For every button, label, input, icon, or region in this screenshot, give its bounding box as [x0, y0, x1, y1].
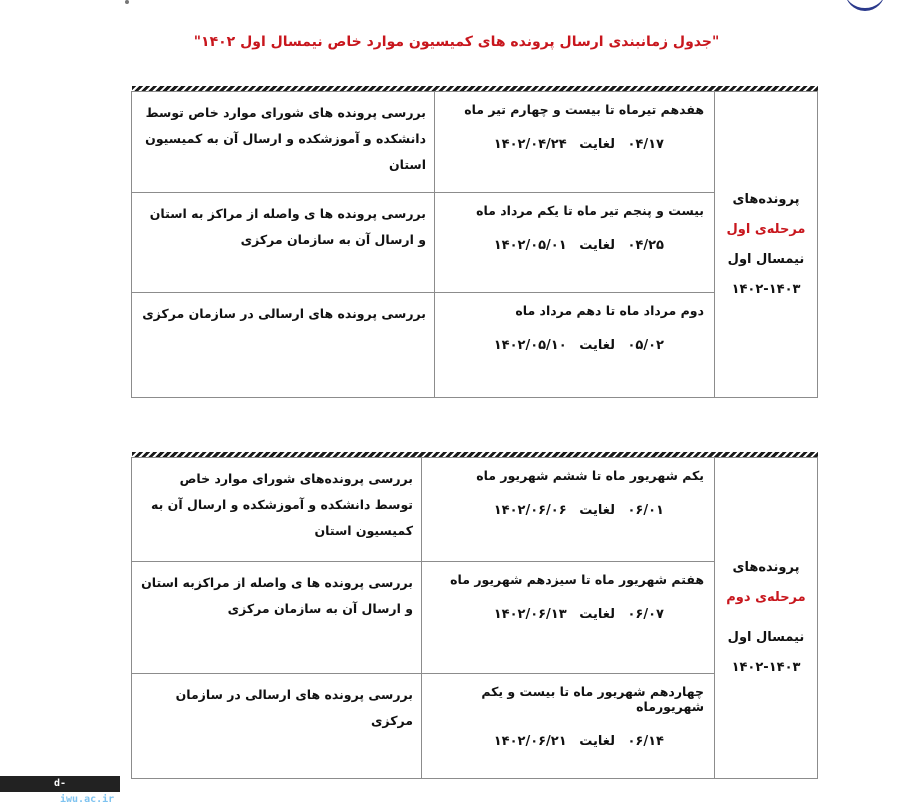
phase-label-line: پرونده‌های [732, 560, 800, 575]
period-text: هفتم شهریور ماه تا سیزدهم شهریور ماه [450, 572, 704, 587]
description-cell: بررسی پرونده ها ی واصله از مراکز به استان و ارسال آن به سازمان مرکزی [132, 193, 435, 293]
description-cell: بررسی پرونده ها ی واصله از مراکزبه استان و ارسال آن به سازمان مرکزی [132, 562, 422, 674]
date-to: ۱۴۰۲/۰۴/۲۴ [493, 137, 567, 152]
description-cell: بررسی پرونده های ارسالی در سازمان مرکزی [132, 674, 422, 779]
date-until: لغایت [579, 137, 615, 152]
schedule-table-phase-1 [131, 86, 818, 398]
date-cell [422, 674, 715, 779]
date-until: لغایت [579, 338, 615, 353]
period-text: بیست و پنجم تیر ماه تا یکم مرداد ماه [476, 203, 704, 218]
date-from: ۰۶/۱۴ [627, 734, 664, 749]
phase-label-line: پرونده‌های [732, 191, 800, 207]
watermark-domain-accent: iwu.ac.ir [60, 794, 115, 805]
phase-year: ۱۴۰۲-۱۴۰۳ [731, 660, 801, 675]
decorative-dot [125, 0, 129, 4]
phase-semester: نیمسال اول [727, 251, 805, 267]
date-until: لغایت [579, 734, 615, 749]
period-text: هفدهم تیرماه تا بیست و چهارم تیر ماه [464, 102, 704, 117]
date-to: ۱۴۰۲/۰۶/۲۱ [493, 734, 567, 749]
period-text: دوم مرداد ماه تا دهم مرداد ماه [515, 303, 704, 318]
description-cell: بررسی پرونده‌های شورای موارد خاص توسط دانشکده و آموزشکده و ارسال آن به کمیسیون استان [132, 458, 422, 562]
schedule-table-phase-2 [131, 452, 818, 779]
date-to: ۱۴۰۲/۰۵/۰۱ [493, 238, 567, 253]
date-cell [435, 92, 715, 193]
phase-label-highlight: مرحله‌ی اول [726, 221, 806, 237]
date-range [430, 607, 704, 622]
date-until: لغایت [579, 503, 615, 518]
phase-label-cell [715, 92, 818, 398]
date-cell [435, 293, 715, 398]
date-from: ۰۴/۱۷ [627, 137, 664, 152]
phase-label-highlight: مرحله‌ی دوم [726, 590, 806, 605]
date-cell [435, 193, 715, 293]
description-cell: بررسی پرونده های شورای موارد خاص توسط دانشکده و آموزشکده و ارسال آن به کمیسیون استان [132, 92, 435, 193]
date-to: ۱۴۰۲/۰۵/۱۰ [493, 338, 567, 353]
date-to: ۱۴۰۲/۰۶/۰۶ [493, 503, 567, 518]
period-text: یکم شهریور ماه تا ششم شهریور ماه [476, 468, 704, 483]
phase-year: ۱۴۰۲-۱۴۰۳ [731, 281, 801, 297]
date-to: ۱۴۰۲/۰۶/۱۳ [493, 607, 567, 622]
date-cell [422, 458, 715, 562]
phase-semester: نیمسال اول [727, 630, 805, 645]
table-row [132, 458, 818, 562]
phase-label-cell [715, 458, 818, 779]
date-until: لغایت [579, 238, 615, 253]
date-range [443, 238, 704, 253]
description-cell: بررسی پرونده های ارسالی در سازمان مرکزی [132, 293, 435, 398]
table-row [132, 92, 818, 193]
date-range [430, 734, 704, 749]
page-title: "جدول زمانبندی ارسال پرونده های کمیسیون موارد خاص نیمسال اول ۱۴۰۲" [193, 34, 720, 50]
logo-arc [845, 0, 885, 11]
date-from: ۰۶/۰۷ [627, 607, 664, 622]
date-range [430, 503, 704, 518]
source-watermark [0, 776, 120, 805]
date-until: لغایت [579, 607, 615, 622]
period-text: چهاردهم شهریور ماه تا بیست و یکم شهریورماه [481, 684, 704, 714]
date-range [443, 137, 704, 152]
date-from: ۰۴/۲۵ [627, 238, 664, 253]
date-from: ۰۶/۰۱ [627, 503, 664, 518]
watermark-domain: d-orumiyeh. [5, 778, 67, 805]
date-range [443, 338, 704, 353]
date-from: ۰۵/۰۲ [627, 338, 664, 353]
date-cell [422, 562, 715, 674]
